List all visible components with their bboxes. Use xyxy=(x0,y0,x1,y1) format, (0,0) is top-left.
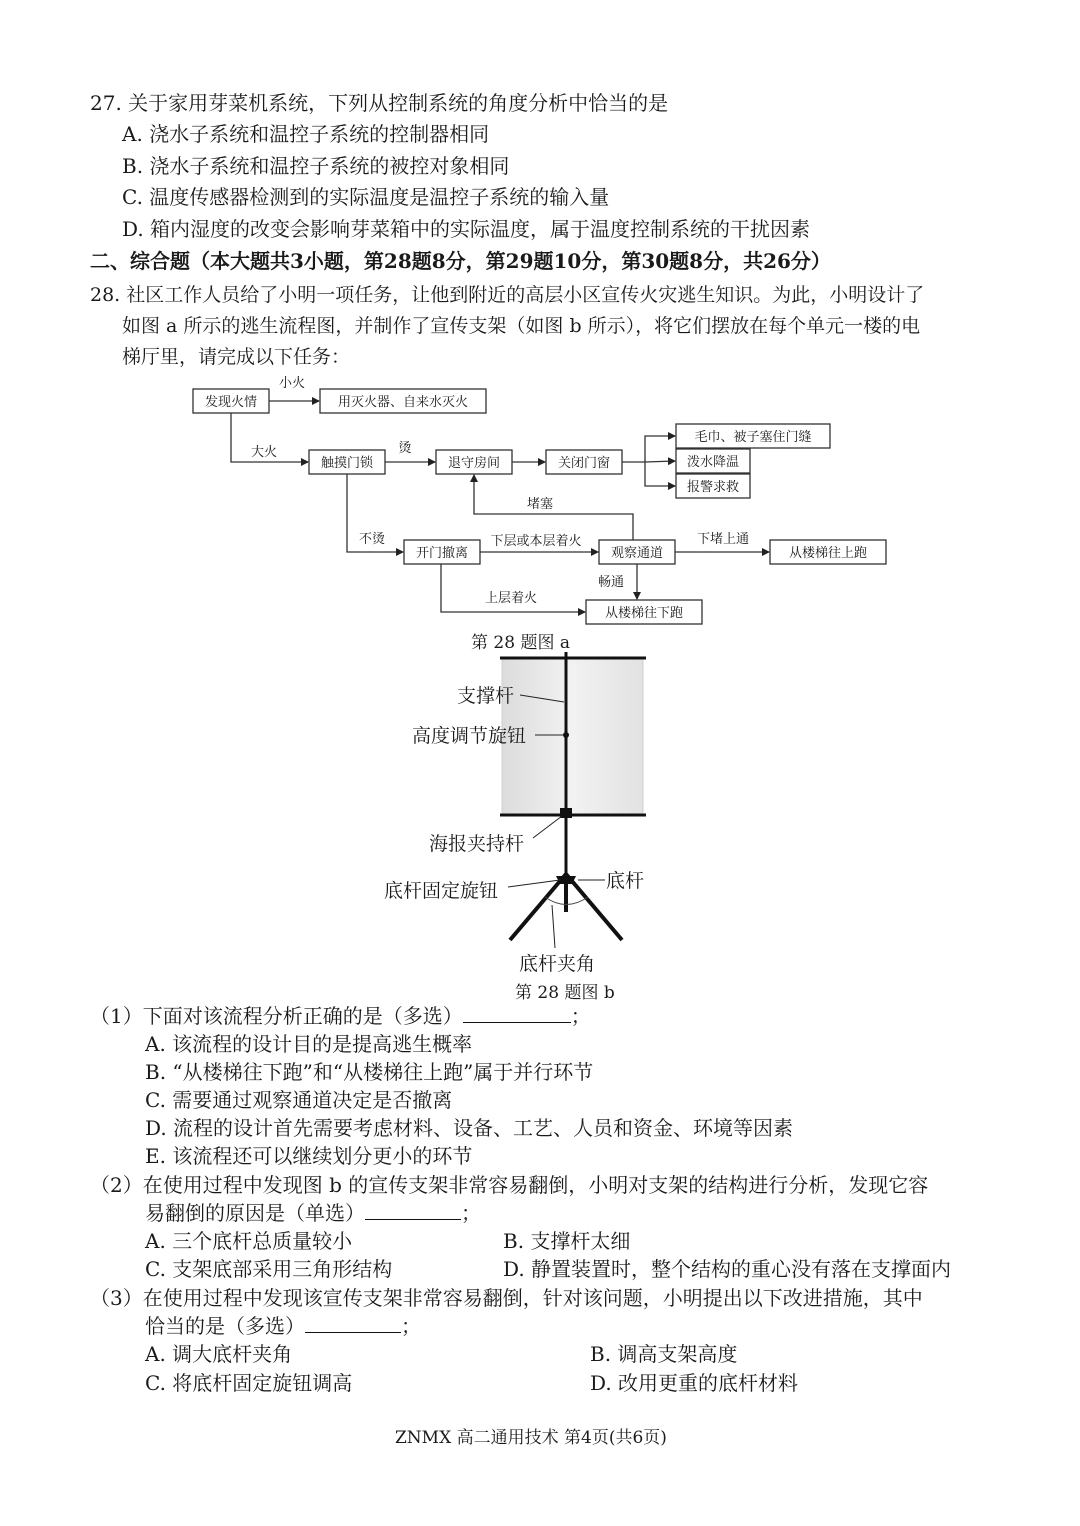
label-base-rod: 底杆 xyxy=(606,870,645,892)
label-height-knob: 高度调节旋钮 xyxy=(412,725,527,747)
q28-sub2-option-a: A. 三个底杆总质量较小 xyxy=(145,1229,353,1253)
q28-sub3-stem: （3）在使用过程中发现该宣传支架非常容易翻倒，针对该问题，小明提出以下改进措施，其中 xyxy=(90,1286,923,1310)
q28-sub1-option-d: D. 流程的设计首先需要考虑材料、设备、工艺、人员和资金、环境等因素 xyxy=(145,1116,794,1140)
box-call-alarm-label: 报警求救 xyxy=(686,480,740,495)
q28-stem-line1: 28. 社区工作人员给了小明一项任务，让他到附近的高层小区宣传火灾逃生知识。为此，小明设计了 xyxy=(90,284,925,306)
label-base-angle: 底杆夹角 xyxy=(519,953,596,975)
label-hot: 烫 xyxy=(398,441,412,456)
label-support-rod: 支撑杆 xyxy=(457,685,515,707)
q28-sub2-end: ； xyxy=(461,1201,481,1225)
q28-sub1-option-c: C. 需要通过观察通道决定是否撤离 xyxy=(145,1088,453,1112)
q27-option-d: D. 箱内湿度的改变会影响芽菜箱中的实际温度，属于温度控制系统的干扰因素 xyxy=(122,217,811,241)
tripod-leg-left xyxy=(510,874,566,940)
q28-sub2-stem2-text: 易翻倒的原因是（单选） xyxy=(145,1201,365,1225)
q28-sub3-option-b: B. 调高支架高度 xyxy=(590,1342,738,1366)
label-big-fire: 大火 xyxy=(250,445,278,460)
box-towel-door-label: 毛巾、被子塞住门缝 xyxy=(694,430,812,445)
q28-sub1-option-e: E. 该流程还可以继续划分更小的环节 xyxy=(145,1144,473,1168)
label-upper-fire: 上层着火 xyxy=(484,591,538,606)
flowchart-figure-a xyxy=(0,370,1080,630)
label-base-knob: 底杆固定旋钮 xyxy=(384,880,499,902)
label-clear: 畅通 xyxy=(597,575,625,590)
box-retreat-room-label: 退守房间 xyxy=(447,456,501,471)
q28-sub3-end: ； xyxy=(401,1314,421,1338)
q28-sub2-option-d: D. 静置装置时，整个结构的重心没有落在支撑面内 xyxy=(503,1257,952,1281)
q28-sub1-option-b: B. “从楼梯往下跑”和“从楼梯往上跑”属于并行环节 xyxy=(145,1060,594,1084)
box-observe-passage-label: 观察通道 xyxy=(610,546,664,561)
label-lower-fire: 下层或本层着火 xyxy=(490,534,582,549)
q28-sub3-stem2 xyxy=(145,1311,421,1341)
q28-sub2-answer-blank[interactable] xyxy=(365,1199,461,1220)
q28-sub2-option-c: C. 支架底部采用三角形结构 xyxy=(145,1257,393,1281)
q28-sub2-option-b: B. 支撑杆太细 xyxy=(503,1229,631,1253)
box-run-up-label: 从楼梯往上跑 xyxy=(788,546,868,561)
q28-sub1-stem-text: （1）下面对该流程分析正确的是（多选） xyxy=(90,1004,463,1028)
label-poster-clamp-rod: 海报夹持杆 xyxy=(429,833,525,855)
q28-sub2-stem: （2）在使用过程中发现图 b 的宣传支架非常容易翻倒，小明对支架的结构进行分析，发现它容 xyxy=(90,1173,929,1197)
box-open-door-label: 开门撤离 xyxy=(415,546,469,561)
box-run-down-label: 从楼梯往下跑 xyxy=(604,606,684,621)
height-knob xyxy=(563,732,569,738)
q27-stem: 27. 关于家用芽菜机系统，下列从控制系统的角度分析中恰当的是 xyxy=(90,91,669,115)
q28-stem-line2: 如图 a 所示的逃生流程图，并制作了宣传支架（如图 b 所示），将它们摆放在每个单元一楼的电 xyxy=(122,315,921,337)
q28-stem-line3: 梯厅里，请完成以下任务： xyxy=(122,346,351,368)
q28-sub3-option-d: D. 改用更重的底杆材料 xyxy=(590,1371,799,1395)
q28-sub3-answer-blank[interactable] xyxy=(305,1312,401,1333)
q28-sub3-option-c: C. 将底杆固定旋钮调高 xyxy=(145,1371,353,1395)
label-small-fire: 小火 xyxy=(278,376,306,391)
q28-sub1-end: ； xyxy=(570,1004,591,1028)
q28-sub3-option-a: A. 调大底杆夹角 xyxy=(145,1342,293,1366)
box-close-windows-label: 关闭门窗 xyxy=(557,456,611,471)
label-down-blocked-up-clear: 下堵上通 xyxy=(696,532,750,547)
label-not-hot: 不烫 xyxy=(358,532,386,547)
q28-sub3-stem2-text: 恰当的是（多选） xyxy=(145,1314,305,1338)
q28-sub1-option-a: A. 该流程的设计目的是提高逃生概率 xyxy=(145,1032,473,1056)
box-splash-water-label: 泼水降温 xyxy=(686,455,740,470)
label-blocked: 堵塞 xyxy=(526,497,554,512)
q28-sub1-stem xyxy=(90,1001,591,1031)
q27-option-b: B. 浇水子系统和温控子系统的被控对象相同 xyxy=(122,154,510,178)
box-discover-fire-label: 发现火情 xyxy=(204,395,258,410)
q27-option-a: A. 浇水子系统和温控子系统的控制器相同 xyxy=(122,122,490,146)
q28-sub1-answer-blank[interactable] xyxy=(463,1002,571,1023)
poster-stand-figure-b xyxy=(0,650,1080,980)
section2-heading: 二、综合题（本大题共3小题，第28题8分，第29题10分，第30题8分，共26分） xyxy=(90,249,831,273)
q28-sub2-stem2 xyxy=(145,1198,481,1228)
figure-b-caption: 第 28 题图 b xyxy=(515,983,615,1003)
box-touch-lock-label: 触摸门锁 xyxy=(320,456,374,471)
page-footer: ZNMX 高二通用技术 第4页(共6页) xyxy=(395,1428,667,1448)
figure-a-caption: 第 28 题图 a xyxy=(471,633,570,653)
q27-option-c: C. 温度传感器检测到的实际温度是温控子系统的输入量 xyxy=(122,185,610,209)
box-extinguish-label: 用灭火器、自来水灭火 xyxy=(337,395,469,410)
